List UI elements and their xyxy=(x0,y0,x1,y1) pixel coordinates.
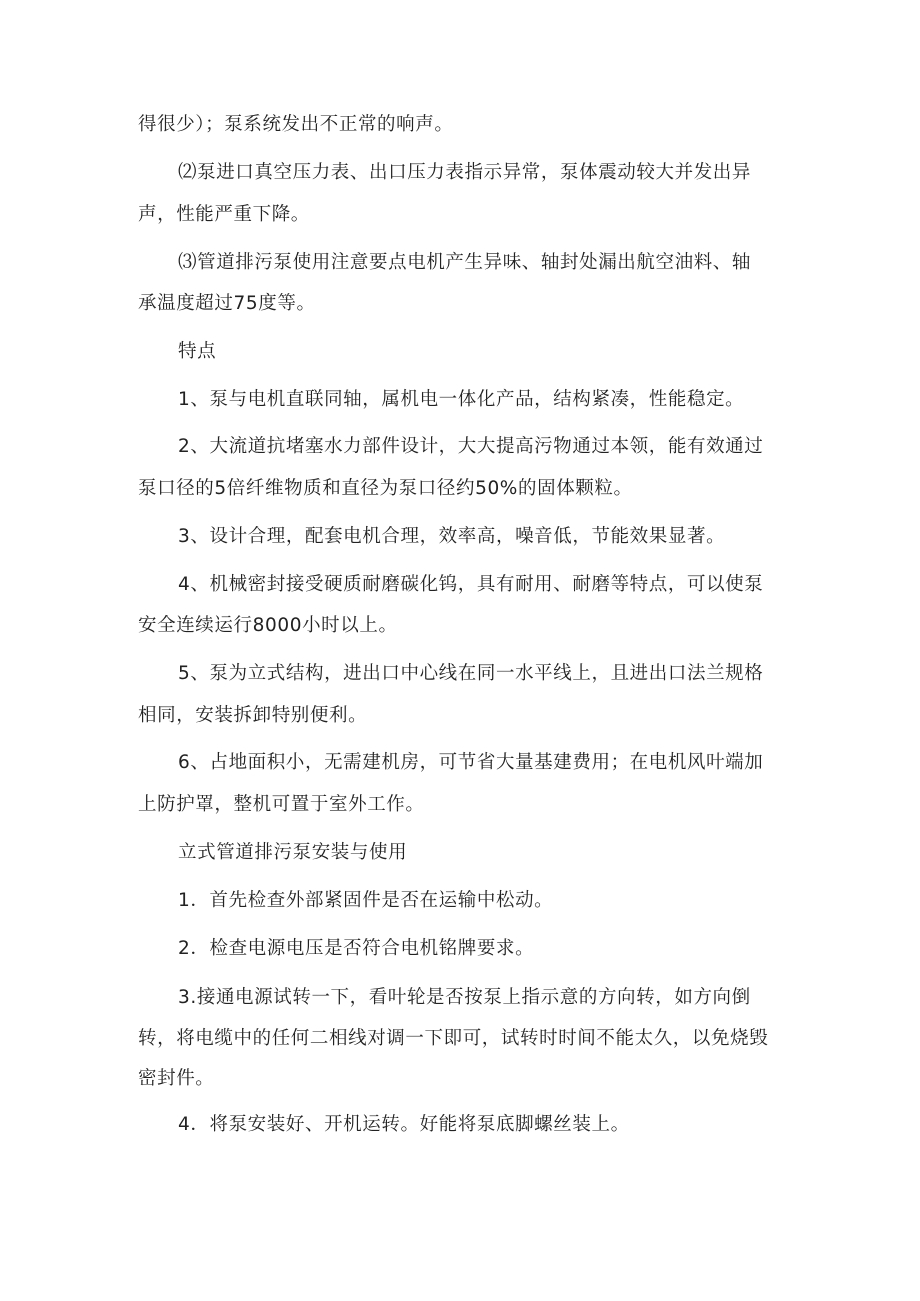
text-line: 声，性能严重下降。 xyxy=(138,204,310,225)
text-line: 4．将泵安装好、开机运转。好能将泵底脚螺丝装上。 xyxy=(178,1114,630,1135)
text-line: 2．检查电源电压是否符合电机铭牌要求。 xyxy=(178,938,535,959)
text-line: 3.接通电源试转一下，看叶轮是否按泵上指示意的方向转，如方向倒 xyxy=(178,987,751,1008)
text-line: ⑵泵进口真空压力表、出口压力表指示异常，泵体震动较大并发出异 xyxy=(178,162,752,183)
text-line: 上防护罩，整机可置于室外工作。 xyxy=(138,794,425,815)
text-line: 承温度超过75度等。 xyxy=(138,293,316,314)
text-line: 1．首先检查外部紧固件是否在运输中松动。 xyxy=(178,890,554,911)
text-line: 转，将电缆中的任何二相线对调一下即可，试转时时间不能太久，以免烧毁 xyxy=(138,1028,769,1049)
text-line: 安全连续运行8000小时以上。 xyxy=(138,615,398,636)
text-line: 相同，安装拆卸特别便利。 xyxy=(138,705,368,726)
text-line: 2、大流道抗堵塞水力部件设计，大大提高污物通过本领，能有效通过 xyxy=(178,436,764,457)
text-line: 6、占地面积小，无需建机房，可节省大量基建费用；在电机风叶端加 xyxy=(178,752,764,773)
text-line: 5、泵为立式结构，进出口中心线在同一水平线上，且进出口法兰规格 xyxy=(178,663,764,684)
section-heading: 立式管道排污泵安装与使用 xyxy=(178,842,408,863)
text-line: 得很少）；泵系统发出不正常的响声。 xyxy=(138,114,454,135)
text-line: 3、设计合理，配套电机合理，效率高，噪音低，节能效果显著。 xyxy=(178,526,726,547)
text-line: 密封件。 xyxy=(138,1068,215,1089)
text-line: 1、泵与电机直联同轴，属机电一体化产品，结构紧凑，性能稳定。 xyxy=(178,389,745,410)
section-heading: 特点 xyxy=(178,341,217,362)
text-line: 4、机械密封接受硬质耐磨碳化钨，具有耐用、耐磨等特点，可以使泵 xyxy=(178,574,764,595)
text-line: 泵口径的5倍纤维物质和直径为泵口径约50%的固体颗粒。 xyxy=(138,478,633,499)
text-line: ⑶管道排污泵使用注意要点电机产生异味、轴封处漏出航空油料、轴 xyxy=(178,252,752,273)
